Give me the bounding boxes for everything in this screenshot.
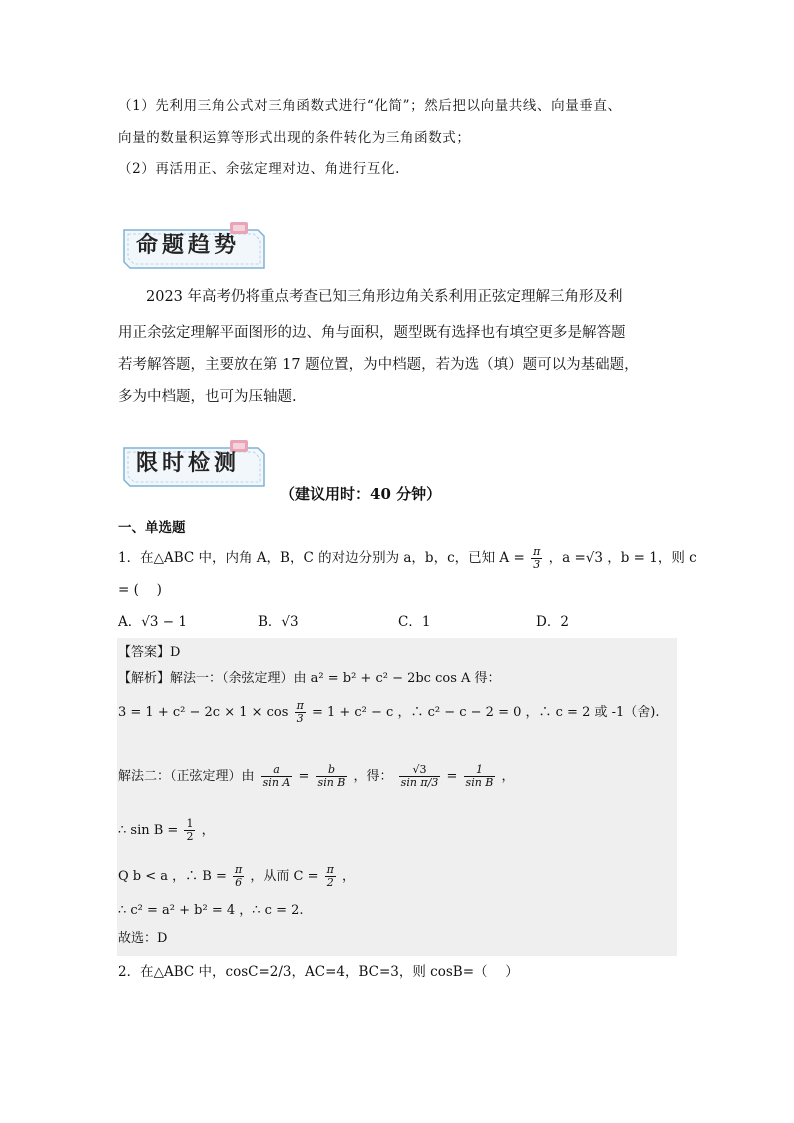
q1-option-b[interactable]: B．√3 [258, 614, 299, 630]
trend-para-line-2: 用正余弦定理解平面图形的边、角与面积，题型既有选择也有填空更多是解答题 [118, 325, 626, 341]
time-hint: （建议用时：40 分钟） [280, 485, 442, 503]
analysis-frac-pi-3 [295, 700, 306, 725]
trend-para-line-4: 多为中档题，也可为压轴题. [118, 389, 297, 405]
trend-para-line-1: 2023 年高考仍将重点考查已知三角形边角关系利用正弦定理解三角形及利 [146, 289, 623, 305]
analysis-line-2 [118, 700, 659, 725]
analysis-frac-half-den: 2 [186, 830, 194, 843]
tip-line-2: 向量的数量积运算等形式出现的条件转化为三角函数式； [118, 130, 471, 146]
analysis-frac-b: b [316, 764, 348, 777]
analysis-frac-pi-2-den: 2 [326, 876, 334, 889]
analysis-line-5-b: ，从而 C = [250, 869, 319, 884]
analysis-line-3: 解法二：（正弦定理）由 $\frac{a}{\text{sin A}}$ = $\frac{b}{\text{sin B}}$ ，得： $\frac{√3}{\text{sin π/3}}$ = $\frac{1}{\text{sin B}}$ ， [118, 763, 515, 789]
tip-line-3: （2）再活用正、余弦定理对边、角进行互化. [118, 161, 400, 177]
analysis-frac-pi-2-num: π [326, 863, 334, 876]
analysis-line-4-a: ∴ sin B = [118, 823, 179, 838]
category-heading: 一、单选题 [118, 520, 186, 536]
analysis-frac-pi-6 [233, 864, 244, 889]
analysis-frac-sinA: sin A [262, 776, 291, 789]
analysis-line-3-a: 解法二：（正弦定理）由 [118, 769, 255, 784]
analysis-frac-1: 1 [464, 764, 496, 777]
analysis-frac-1-sinB [464, 764, 496, 789]
analysis-frac-half-num: 1 [186, 817, 194, 830]
q1-stem [118, 546, 697, 571]
analysis-frac-pi-6-num: π [235, 863, 243, 876]
analysis-line-3-b: ，得： [353, 769, 393, 784]
analysis-line-7: 故选：D [118, 931, 168, 946]
answer-label: 【答案】D [118, 645, 181, 660]
section-title-trend: 命题趋势 [136, 233, 241, 258]
q1-option-d[interactable]: D．2 [536, 614, 569, 630]
analysis-line-2-b: = 1 + c² − c ，∴ c² − c − 2 = 0 ，∴ c = 2 或 -1（舍). [311, 705, 660, 720]
q2-stem: 2．在△ABC 中，cosC=2/3，AC=4，BC=3，则 cosB=（ ） [118, 964, 519, 980]
q1-stem-end: = ( ) [118, 582, 162, 598]
analysis-frac-sqrt3-den: sin π/3 [400, 776, 439, 789]
q1-stem-frac-den: 3 [533, 558, 541, 571]
analysis-line-4-b: ， [201, 823, 215, 838]
analysis-frac-sqrt3 [399, 764, 441, 789]
analysis-frac-pi-6-den: 6 [235, 876, 243, 889]
analysis-line-5 [118, 864, 355, 889]
analysis-frac-b-sinB [316, 764, 348, 789]
q1-stem-part-a: 1．在△ABC 中，内角 A，B，C 的对边分别为 a，b，c，已知 A = [118, 550, 525, 566]
q1-stem-fraction [531, 546, 542, 571]
section-banner-test [120, 440, 266, 484]
analysis-frac-half [184, 818, 195, 843]
q1-stem-frac-num: π [533, 545, 541, 558]
analysis-line-4 [118, 818, 215, 843]
analysis-line-2-a: 3 = 1 + c² − 2c × 1 × cos [118, 705, 289, 720]
tip-line-1: （1）先利用三角公式对三角函数式进行“化简”；然后把以向量共线、向量垂直、 [118, 98, 622, 114]
analysis-frac-pi-3-num: π [296, 699, 304, 712]
analysis-line-3-c: ， [501, 769, 515, 784]
section-title-test: 限时检测 [136, 451, 241, 476]
section-banner-trend [120, 222, 266, 266]
q1-stem-part-b: ，a =√3 ，b = 1，则 c [548, 550, 697, 566]
q1-option-c[interactable]: C．1 [398, 614, 431, 630]
analysis-line-5-c: ， [342, 869, 356, 884]
trend-para-line-3: 若考解答题，主要放在第 17 题位置，为中档题，若为选（填）题可以为基础题， [118, 357, 639, 373]
analysis-frac-pi-3-den: 3 [296, 712, 304, 725]
analysis-frac-1-sinB-den: sin B [465, 776, 494, 789]
analysis-frac-sinB: sin B [317, 776, 346, 789]
analysis-frac-a-sinA [261, 764, 293, 789]
analysis-frac-pi-2 [325, 864, 336, 889]
q1-option-a[interactable]: A．√3 − 1 [118, 614, 187, 630]
analysis-line-6: ∴ c² = a² + b² = 4 ，∴ c = 2. [118, 903, 304, 918]
analysis-line-5-a: Q b < a ，∴ B = [118, 869, 227, 884]
analysis-frac-sqrt3-num: √3 [399, 764, 441, 777]
analysis-line-1: 【解析】解法一：（余弦定理）由 a² = b² + c² − 2bc cos A 得： [118, 671, 501, 686]
analysis-frac-a: a [261, 764, 293, 777]
